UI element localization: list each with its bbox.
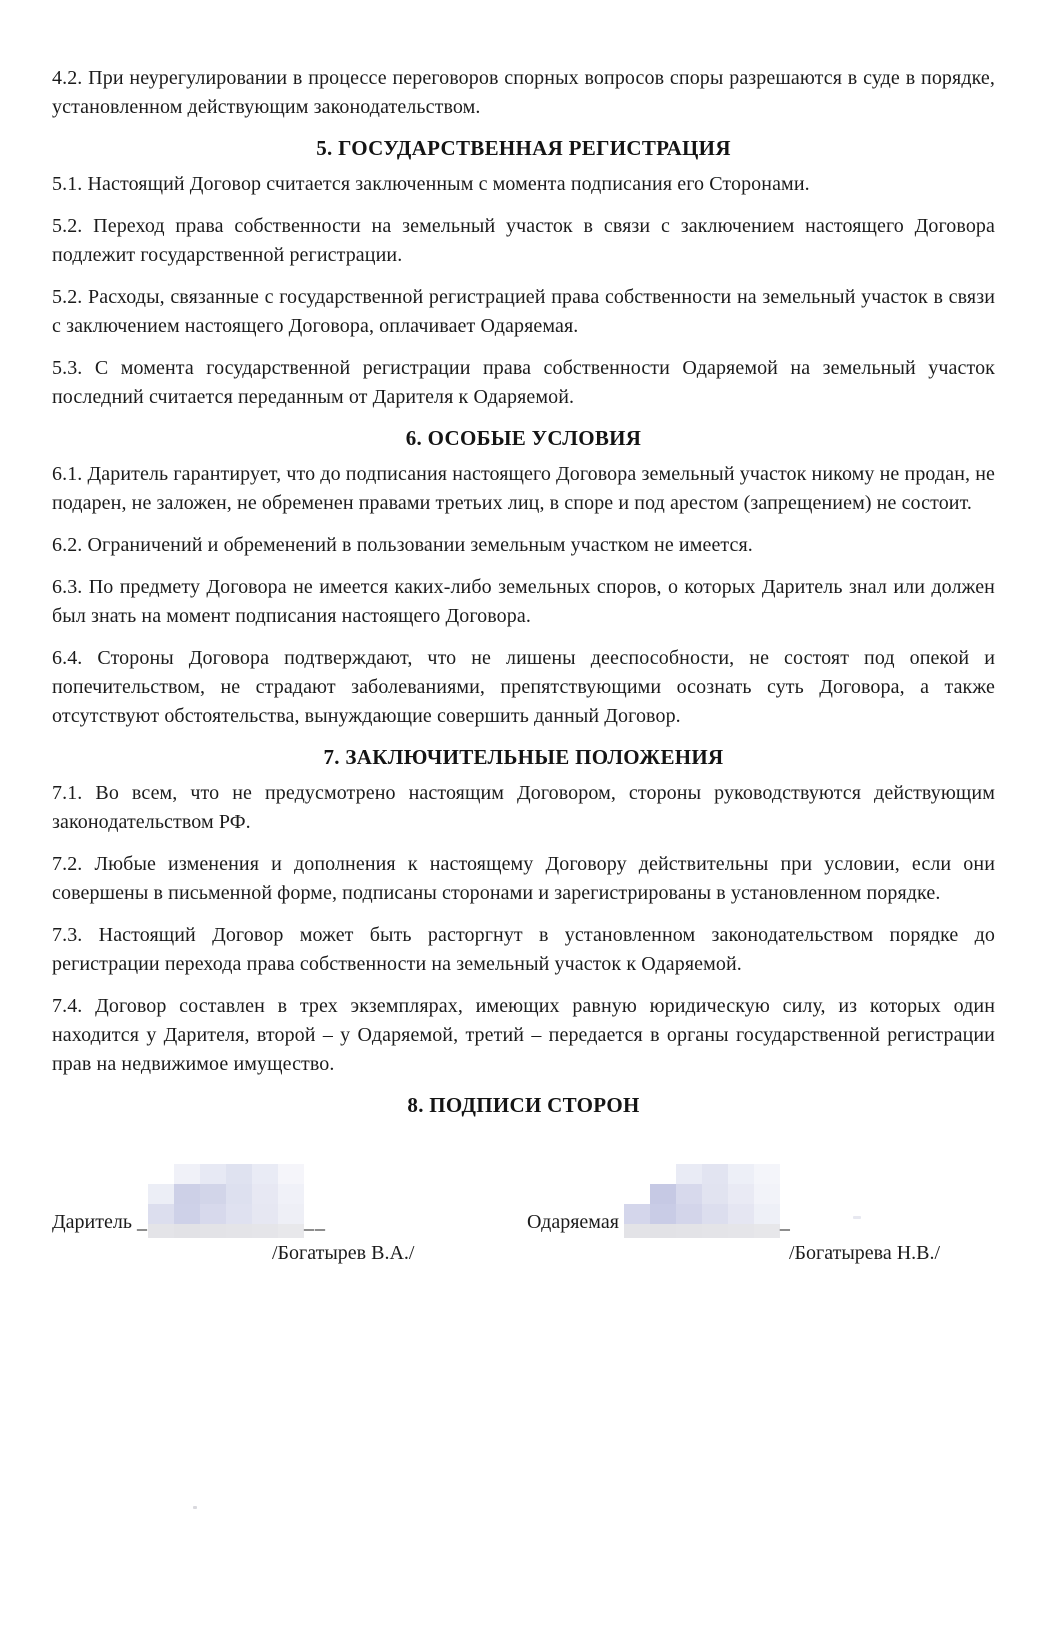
donor-underscore-suffix: __ [303,1211,326,1233]
clause-paragraph: 6.4. Стороны Договора подтверждают, что не лишены дееспособности, не состоят под опекой и попечительством, не страдают заболеваниями, препятствующими осознать суть Договора, а также отсутствуют обстоятельства, вынуждающие совершить данный Договор. [52,647,995,727]
clause-paragraph: 7.3. Настоящий Договор может быть расторгнут в установленном законодательством порядке до регистрации перехода права собственности на земельный участок к Одаряемой. [52,924,995,975]
signature-block-donee [527,1164,995,1266]
donor-role-label: Даритель [52,1211,137,1233]
clause-paragraph: 6.3. По предмету Договора не имеется каких-либо земельных споров, о которых Даритель знал или должен был знать на момент подписания настоящего Договора. [52,576,995,627]
donee-signature-blur [624,1164,780,1238]
clause-paragraph: 5.1. Настоящий Договор считается заключенным с момента подписания его Сторонами. [52,173,810,195]
section-heading: 6. ОСОБЫЕ УСЛОВИЯ [405,426,642,450]
clause-paragraph: 4.2. При неурегулировании в процессе переговоров спорных вопросов споры разрешаются в суде в порядке, установленном действующим законодательством. [52,67,995,118]
clause-paragraph: 6.2. Ограничений и обременений в пользовании земельным участком не имеется. [52,534,753,556]
donee-signature-line [527,1164,995,1238]
donor-signature-blur [148,1164,304,1238]
signatures-row [52,1164,995,1266]
scan-artifact [193,1506,197,1509]
donee-printed-name: /Богатырева Н.В./ [789,1242,941,1264]
signature-block-donor [52,1164,527,1266]
clause-paragraph: 5.2. Расходы, связанные с государственной регистрацией права собственности на земельный участок в связи с заключением настоящего Договора, оплачивает Одаряемая. [52,286,995,337]
donor-underscore-prefix: _ [136,1211,148,1233]
contract-body [52,64,995,1118]
clause-paragraph: 5.3. С момента государственной регистрации права собственности Одаряемой на земельный участок последний считается переданным от Дарителя к Одаряемой. [52,357,995,408]
clause-paragraph: 6.1. Даритель гарантирует, что до подписания настоящего Договора земельный участок никому не продан, не подарен, не заложен, не обременен правами третьих лиц, в споре и под арестом (запрещением) не состоит. [52,463,995,514]
donor-signature-line [52,1164,527,1238]
donee-underscore-suffix: _ [779,1211,791,1233]
section-heading: 5. ГОСУДАРСТВЕННАЯ РЕГИСТРАЦИЯ [316,136,731,160]
section-heading: 7. ЗАКЛЮЧИТЕЛЬНЫЕ ПОЛОЖЕНИЯ [323,745,724,769]
clause-paragraph: 5.2. Переход права собственности на земельный участок в связи с заключением настоящего Договора подлежит государственной регистрации. [52,215,995,266]
donor-printed-name: /Богатырев В.А./ [272,1242,415,1264]
clause-paragraph: 7.4. Договор составлен в трех экземплярах, имеющих равную юридическую силу, из которых один находится у Дарителя, второй – у Одаряемой, третий – передается в органы государственной регистрации прав на недвижимое имущество. [52,995,995,1075]
section-heading: 8. ПОДПИСИ СТОРОН [407,1093,640,1117]
clause-paragraph: 7.2. Любые изменения и дополнения к настоящему Договору действительны при условии, если они совершены в письменной форме, подписаны сторонами и зарегистрированы в установленном порядке. [52,853,995,904]
scan-artifact [853,1216,861,1219]
donee-role-label: Одаряемая [527,1211,624,1233]
clause-paragraph: 7.1. Во всем, что не предусмотрено настоящим Договором, стороны руководствуются действующим законодательством РФ. [52,782,995,833]
